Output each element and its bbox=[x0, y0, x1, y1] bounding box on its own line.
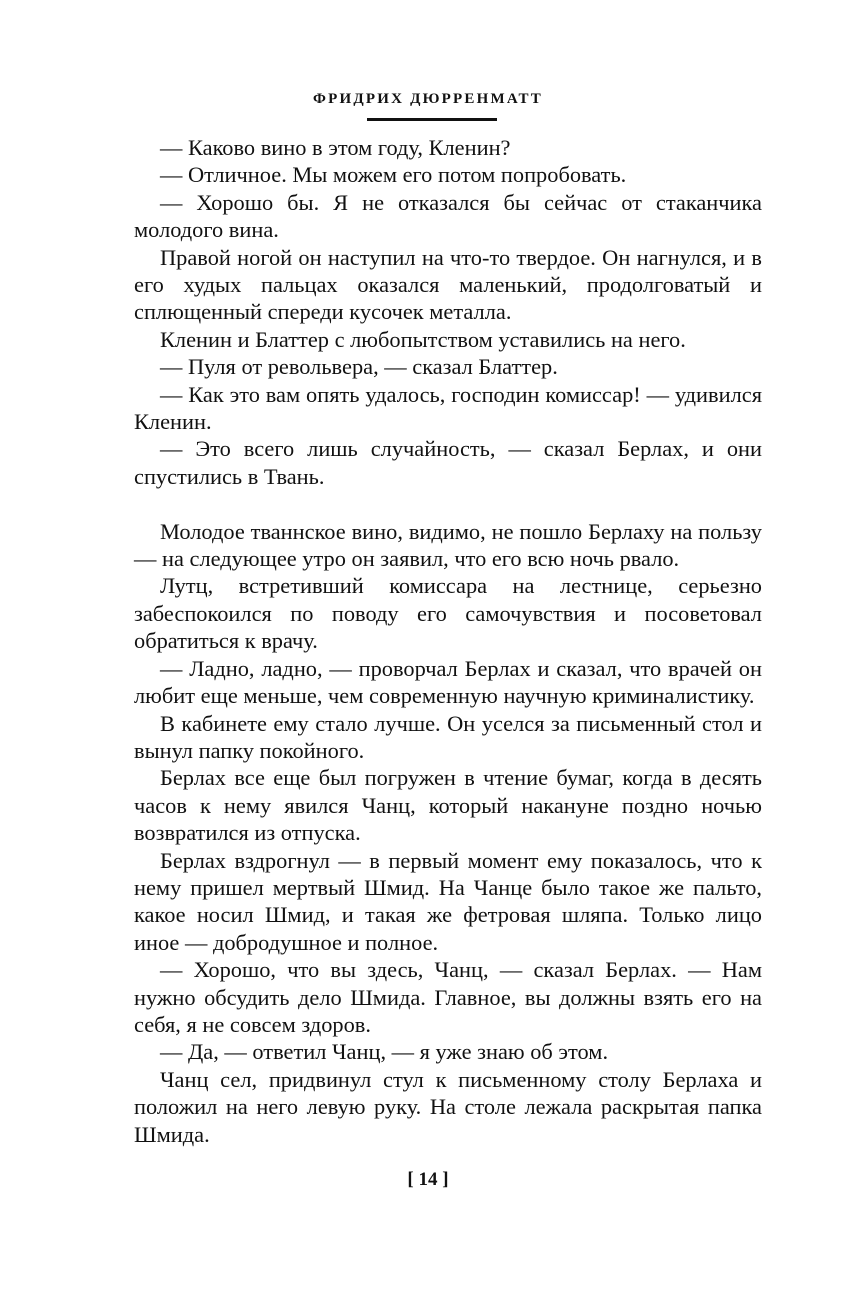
paragraph: Берлах все еще был погружен в чтение бумаг, когда в десять часов к нему явился Чанц, который накануне поздно ночью возвратился из отпуска. bbox=[134, 765, 762, 846]
paragraph: Кленин и Блаттер с любопытством уставились на него. bbox=[160, 326, 686, 352]
section-break bbox=[134, 490, 762, 517]
paragraph: — Да, — ответил Чанц, — я уже знаю об этом. bbox=[160, 1039, 609, 1065]
paragraph: В кабинете ему стало лучше. Он уселся за письменный стол и вынул папку покойного. bbox=[134, 710, 762, 763]
paragraph: — Это всего лишь случайность, — сказал Берлах, и они спустились в Твань. bbox=[134, 436, 762, 489]
paragraph: — Пуля от револьвера, — сказал Блаттер. bbox=[160, 354, 558, 380]
header-rule bbox=[367, 118, 497, 121]
paragraph: Молодое тваннское вино, видимо, не пошло Берлаху на пользу — на следующее утро он заявил, что его всю ночь рвало. bbox=[134, 518, 762, 572]
page-number: [ 14 ] bbox=[407, 1169, 449, 1190]
page-text bbox=[134, 134, 762, 1148]
paragraph: Берлах вздрогнул — в первый момент ему показалось, что к нему пришел мертвый Шмид. На Чанце было такое же пальто, какое носил Шмид, и такая же фетровая шляпа. Только лицо иное — добродушное и полное. bbox=[134, 847, 762, 955]
paragraph: — Хорошо бы. Я не отказался бы сейчас от стаканчика молодого вина. bbox=[134, 189, 762, 243]
running-title: ФРИДРИХ ДЮРРЕНМАТТ bbox=[313, 91, 543, 107]
paragraph: — Каково вино в этом году, Кленин? bbox=[160, 135, 511, 160]
paragraph: Правой ногой он наступил на что-то твердое. Он нагнулся, и в его худых пальцах оказался маленький, продолговатый и сплющенный спереди кусочек металла. bbox=[134, 244, 762, 325]
paragraph: — Как это вам опять удалось, господин комиссар! — удивился Кленин. bbox=[134, 381, 762, 435]
paragraph: Лутц, встретивший комиссара на лестнице, серьезно забеспокоился по поводу его самочувствия и посоветовал обратиться к врачу. bbox=[134, 573, 762, 654]
paragraph: — Ладно, ладно, — проворчал Берлах и сказал, что врачей он любит еще меньше, чем современную научную криминалистику. bbox=[134, 655, 762, 709]
paragraph: Чанц сел, придвинул стул к письменному столу Берлаха и положил на него левую руку. На столе лежала раскрытая папка Шмида. bbox=[134, 1066, 762, 1147]
paragraph: — Хорошо, что вы здесь, Чанц, — сказал Берлах. — Нам нужно обсудить дело Шмида. Главное, вы должны взять его на себя, я не совсем здоров. bbox=[134, 957, 762, 1037]
paragraph: — Отличное. Мы можем его потом попробовать. bbox=[160, 162, 627, 188]
